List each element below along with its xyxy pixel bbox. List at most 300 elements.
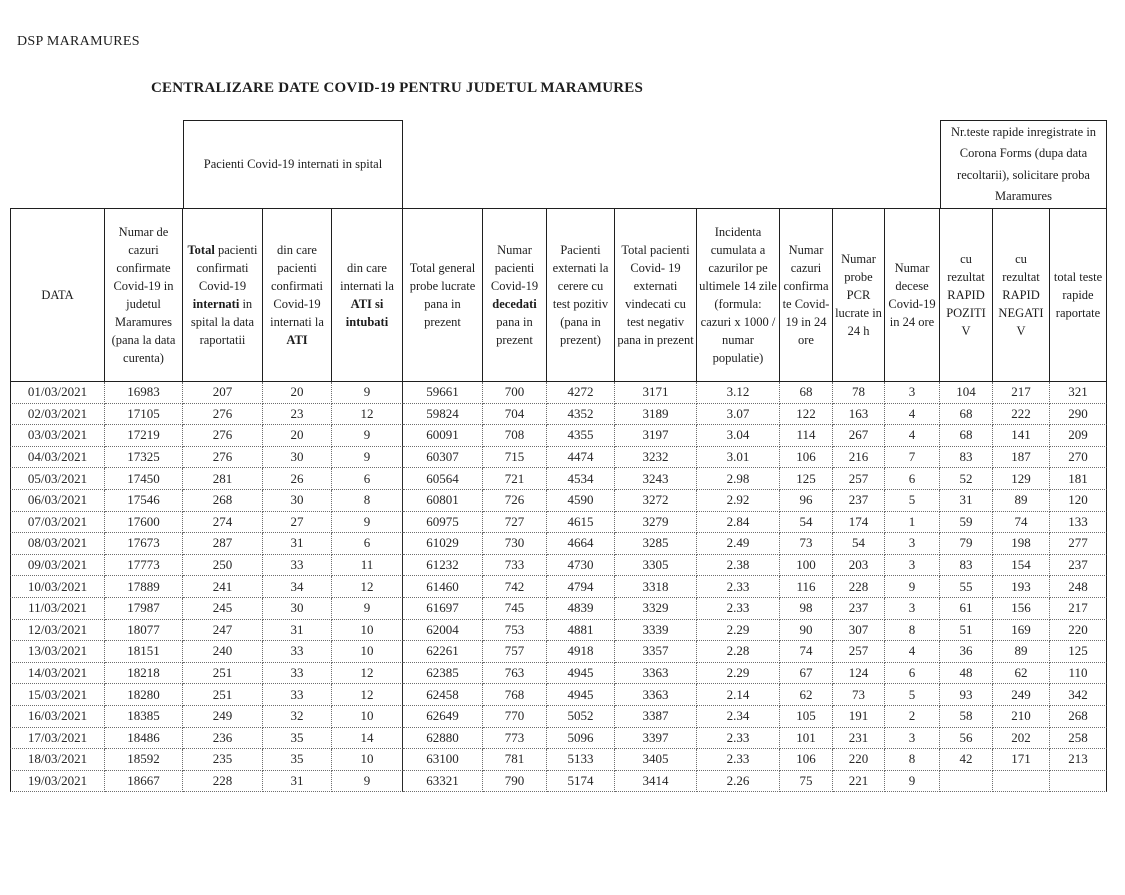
covid-data-table — [10, 120, 1107, 792]
cell-ati-intubati: 8 — [332, 490, 403, 512]
cell-externati-vindecati: 3285 — [615, 533, 697, 555]
cell-externati-vindecati: 3279 — [615, 512, 697, 534]
cell-cazuri-confirmate-cumulat: 17673 — [105, 533, 183, 555]
cell-ati-intubati: 12 — [332, 684, 403, 706]
cell-cazuri-24h: 125 — [780, 468, 833, 490]
cell-internati-ati: 30 — [263, 447, 332, 469]
cell-teste-rapide-total: 110 — [1050, 663, 1107, 685]
cell-teste-rapide-total: 342 — [1050, 684, 1107, 706]
cell-internati-total: 236 — [183, 728, 263, 750]
cell-incidenta-14-zile: 3.01 — [697, 447, 780, 469]
cell-decese-24h: 4 — [885, 425, 940, 447]
cell-decese-24h: 3 — [885, 533, 940, 555]
cell-probe-pcr-24h: 257 — [833, 641, 885, 663]
cell-probe-total: 61697 — [403, 598, 483, 620]
cell-teste-rapide-total: 248 — [1050, 576, 1107, 598]
cell-rapid-negativ: 171 — [993, 749, 1050, 771]
column-header-incidenta-14-zile: Incidenta cumulata a cazurilor pe ultimele 14 zile (formula: cazuri x 1000 / numar populatie) — [697, 208, 780, 382]
cell-internati-ati: 27 — [263, 512, 332, 534]
cell-ati-intubati: 10 — [332, 641, 403, 663]
cell-cazuri-confirmate-cumulat: 17325 — [105, 447, 183, 469]
column-header-data: DATA — [10, 208, 105, 382]
cell-decedati-total: 781 — [483, 749, 547, 771]
cell-probe-pcr-24h: 54 — [833, 533, 885, 555]
cell-decese-24h: 8 — [885, 620, 940, 642]
cell-data: 08/03/2021 — [10, 533, 105, 555]
cell-internati-total: 247 — [183, 620, 263, 642]
cell-data: 10/03/2021 — [10, 576, 105, 598]
cell-cazuri-confirmate-cumulat: 17987 — [105, 598, 183, 620]
cell-probe-pcr-24h: 228 — [833, 576, 885, 598]
cell-rapid-negativ: 202 — [993, 728, 1050, 750]
cell-externati-vindecati: 3305 — [615, 555, 697, 577]
cell-rapid-pozitiv: 83 — [940, 555, 993, 577]
cell-ati-intubati: 11 — [332, 555, 403, 577]
cell-externati-cerere: 4881 — [547, 620, 615, 642]
cell-rapid-negativ: 249 — [993, 684, 1050, 706]
cell-cazuri-24h: 68 — [780, 382, 833, 404]
group-header-rapid-tests: Nr.teste rapide inregistrate in Corona Forms (dupa data recoltarii), solicitare proba Maramures — [940, 120, 1107, 208]
cell-probe-pcr-24h: 174 — [833, 512, 885, 534]
cell-internati-total: 250 — [183, 555, 263, 577]
cell-cazuri-24h: 98 — [780, 598, 833, 620]
cell-externati-vindecati: 3243 — [615, 468, 697, 490]
cell-internati-ati: 32 — [263, 706, 332, 728]
cell-ati-intubati: 9 — [332, 447, 403, 469]
cell-externati-cerere: 5133 — [547, 749, 615, 771]
cell-decese-24h: 3 — [885, 728, 940, 750]
cell-cazuri-confirmate-cumulat: 17219 — [105, 425, 183, 447]
cell-cazuri-24h: 73 — [780, 533, 833, 555]
cell-decese-24h: 4 — [885, 404, 940, 426]
column-header-cazuri-confirmate-cumulat: Numar de cazuri confirmate Covid-19 in judetul Maramures (pana la data curenta) — [105, 208, 183, 382]
cell-rapid-pozitiv: 52 — [940, 468, 993, 490]
cell-externati-cerere: 4794 — [547, 576, 615, 598]
cell-probe-pcr-24h: 191 — [833, 706, 885, 728]
cell-probe-pcr-24h: 124 — [833, 663, 885, 685]
cell-decedati-total: 726 — [483, 490, 547, 512]
cell-internati-total: 287 — [183, 533, 263, 555]
cell-internati-total: 251 — [183, 684, 263, 706]
cell-cazuri-confirmate-cumulat: 16983 — [105, 382, 183, 404]
cell-externati-vindecati: 3232 — [615, 447, 697, 469]
cell-externati-cerere: 4839 — [547, 598, 615, 620]
cell-internati-ati: 35 — [263, 749, 332, 771]
cell-cazuri-24h: 105 — [780, 706, 833, 728]
cell-decedati-total: 704 — [483, 404, 547, 426]
cell-internati-ati: 33 — [263, 684, 332, 706]
cell-externati-vindecati: 3397 — [615, 728, 697, 750]
cell-externati-vindecati: 3357 — [615, 641, 697, 663]
cell-ati-intubati: 9 — [332, 771, 403, 793]
cell-ati-intubati: 9 — [332, 598, 403, 620]
cell-rapid-pozitiv: 56 — [940, 728, 993, 750]
cell-cazuri-confirmate-cumulat: 18592 — [105, 749, 183, 771]
cell-probe-pcr-24h: 220 — [833, 749, 885, 771]
cell-decese-24h: 2 — [885, 706, 940, 728]
cell-probe-total: 59661 — [403, 382, 483, 404]
cell-teste-rapide-total: 125 — [1050, 641, 1107, 663]
cell-internati-ati: 31 — [263, 771, 332, 793]
cell-ati-intubati: 10 — [332, 620, 403, 642]
cell-ati-intubati: 10 — [332, 749, 403, 771]
cell-externati-vindecati: 3339 — [615, 620, 697, 642]
cell-rapid-negativ: 154 — [993, 555, 1050, 577]
cell-decedati-total: 763 — [483, 663, 547, 685]
cell-rapid-pozitiv: 61 — [940, 598, 993, 620]
cell-internati-total: 235 — [183, 749, 263, 771]
column-header-rapid-pozitiv: cu rezultat RAPID POZITIV — [940, 208, 993, 382]
cell-data: 04/03/2021 — [10, 447, 105, 469]
cell-ati-intubati: 14 — [332, 728, 403, 750]
cell-internati-total: 276 — [183, 447, 263, 469]
cell-rapid-pozitiv: 104 — [940, 382, 993, 404]
cell-cazuri-24h: 62 — [780, 684, 833, 706]
cell-data: 15/03/2021 — [10, 684, 105, 706]
cell-cazuri-confirmate-cumulat: 17773 — [105, 555, 183, 577]
cell-cazuri-24h: 114 — [780, 425, 833, 447]
cell-internati-total: 249 — [183, 706, 263, 728]
cell-rapid-negativ: 141 — [993, 425, 1050, 447]
cell-cazuri-confirmate-cumulat: 18280 — [105, 684, 183, 706]
cell-decese-24h: 6 — [885, 663, 940, 685]
cell-incidenta-14-zile: 2.29 — [697, 620, 780, 642]
cell-externati-cerere: 4918 — [547, 641, 615, 663]
cell-data: 17/03/2021 — [10, 728, 105, 750]
cell-cazuri-confirmate-cumulat: 17450 — [105, 468, 183, 490]
cell-internati-ati: 30 — [263, 598, 332, 620]
cell-decese-24h: 6 — [885, 468, 940, 490]
cell-probe-total: 60801 — [403, 490, 483, 512]
cell-internati-total: 251 — [183, 663, 263, 685]
cell-internati-total: 207 — [183, 382, 263, 404]
cell-data: 05/03/2021 — [10, 468, 105, 490]
cell-incidenta-14-zile: 2.26 — [697, 771, 780, 793]
cell-cazuri-24h: 101 — [780, 728, 833, 750]
cell-externati-cerere: 4352 — [547, 404, 615, 426]
cell-probe-total: 61460 — [403, 576, 483, 598]
cell-decedati-total: 770 — [483, 706, 547, 728]
cell-externati-cerere: 5096 — [547, 728, 615, 750]
cell-probe-pcr-24h: 163 — [833, 404, 885, 426]
cell-internati-total: 281 — [183, 468, 263, 490]
cell-decese-24h: 3 — [885, 555, 940, 577]
cell-internati-ati: 20 — [263, 382, 332, 404]
cell-externati-cerere: 4730 — [547, 555, 615, 577]
cell-internati-ati: 20 — [263, 425, 332, 447]
cell-externati-cerere: 4945 — [547, 663, 615, 685]
cell-probe-pcr-24h: 237 — [833, 490, 885, 512]
cell-decese-24h: 3 — [885, 598, 940, 620]
cell-probe-pcr-24h: 203 — [833, 555, 885, 577]
cell-ati-intubati: 12 — [332, 663, 403, 685]
cell-rapid-pozitiv: 58 — [940, 706, 993, 728]
cell-cazuri-24h: 106 — [780, 749, 833, 771]
cell-data: 02/03/2021 — [10, 404, 105, 426]
cell-data: 19/03/2021 — [10, 771, 105, 793]
cell-teste-rapide-total: 290 — [1050, 404, 1107, 426]
cell-externati-cerere: 5052 — [547, 706, 615, 728]
column-header-teste-rapide-total: total teste rapide raportate — [1050, 208, 1107, 382]
cell-teste-rapide-total: 258 — [1050, 728, 1107, 750]
cell-internati-ati: 30 — [263, 490, 332, 512]
cell-ati-intubati: 6 — [332, 468, 403, 490]
cell-incidenta-14-zile: 2.33 — [697, 598, 780, 620]
cell-data: 14/03/2021 — [10, 663, 105, 685]
column-header-probe-pcr-24h: Numar probe PCR lucrate in 24 h — [833, 208, 885, 382]
cell-teste-rapide-total: 213 — [1050, 749, 1107, 771]
cell-cazuri-24h: 75 — [780, 771, 833, 793]
column-header-decedati-total: Numar pacienti Covid-19 decedati pana in prezent — [483, 208, 547, 382]
cell-decese-24h: 9 — [885, 576, 940, 598]
cell-probe-pcr-24h: 73 — [833, 684, 885, 706]
cell-decese-24h: 5 — [885, 684, 940, 706]
cell-cazuri-confirmate-cumulat: 18151 — [105, 641, 183, 663]
cell-externati-vindecati: 3363 — [615, 684, 697, 706]
cell-rapid-pozitiv: 48 — [940, 663, 993, 685]
cell-probe-total: 60975 — [403, 512, 483, 534]
cell-cazuri-24h: 116 — [780, 576, 833, 598]
cell-incidenta-14-zile: 2.33 — [697, 576, 780, 598]
cell-ati-intubati: 12 — [332, 404, 403, 426]
cell-data: 01/03/2021 — [10, 382, 105, 404]
cell-incidenta-14-zile: 3.04 — [697, 425, 780, 447]
cell-ati-intubati: 9 — [332, 512, 403, 534]
column-header-decese-24h: Numar decese Covid-19 in 24 ore — [885, 208, 940, 382]
cell-teste-rapide-total: 181 — [1050, 468, 1107, 490]
cell-incidenta-14-zile: 3.12 — [697, 382, 780, 404]
cell-rapid-negativ: 193 — [993, 576, 1050, 598]
cell-internati-total: 276 — [183, 425, 263, 447]
cell-probe-total: 62649 — [403, 706, 483, 728]
cell-decedati-total: 790 — [483, 771, 547, 793]
cell-probe-pcr-24h: 257 — [833, 468, 885, 490]
cell-teste-rapide-total: 321 — [1050, 382, 1107, 404]
cell-externati-vindecati: 3318 — [615, 576, 697, 598]
cell-externati-cerere: 4355 — [547, 425, 615, 447]
cell-decese-24h: 8 — [885, 749, 940, 771]
cell-cazuri-24h: 96 — [780, 490, 833, 512]
cell-internati-ati: 33 — [263, 641, 332, 663]
cell-incidenta-14-zile: 2.84 — [697, 512, 780, 534]
cell-probe-total: 60564 — [403, 468, 483, 490]
cell-probe-total: 62880 — [403, 728, 483, 750]
cell-cazuri-24h: 122 — [780, 404, 833, 426]
cell-incidenta-14-zile: 2.29 — [697, 663, 780, 685]
cell-externati-cerere: 4664 — [547, 533, 615, 555]
cell-externati-cerere: 4534 — [547, 468, 615, 490]
cell-teste-rapide-total: 120 — [1050, 490, 1107, 512]
cell-externati-cerere: 4474 — [547, 447, 615, 469]
cell-decedati-total: 745 — [483, 598, 547, 620]
cell-rapid-negativ: 156 — [993, 598, 1050, 620]
column-header-cazuri-24h: Numar cazuri confirmate Covid-19 in 24 ore — [780, 208, 833, 382]
cell-rapid-pozitiv: 55 — [940, 576, 993, 598]
cell-decese-24h: 4 — [885, 641, 940, 663]
cell-teste-rapide-total: 237 — [1050, 555, 1107, 577]
cell-rapid-negativ: 89 — [993, 490, 1050, 512]
cell-internati-total: 241 — [183, 576, 263, 598]
cell-probe-total: 60307 — [403, 447, 483, 469]
column-header-probe-total: Total general probe lucrate pana in prezent — [403, 208, 483, 382]
cell-decedati-total: 742 — [483, 576, 547, 598]
cell-cazuri-confirmate-cumulat: 18385 — [105, 706, 183, 728]
cell-incidenta-14-zile: 3.07 — [697, 404, 780, 426]
cell-internati-total: 276 — [183, 404, 263, 426]
cell-incidenta-14-zile: 2.38 — [697, 555, 780, 577]
cell-decedati-total: 715 — [483, 447, 547, 469]
cell-rapid-negativ: 198 — [993, 533, 1050, 555]
cell-rapid-pozitiv: 68 — [940, 404, 993, 426]
cell-rapid-pozitiv: 36 — [940, 641, 993, 663]
cell-decedati-total: 730 — [483, 533, 547, 555]
cell-ati-intubati: 10 — [332, 706, 403, 728]
cell-cazuri-confirmate-cumulat: 18667 — [105, 771, 183, 793]
cell-incidenta-14-zile: 2.33 — [697, 728, 780, 750]
cell-decedati-total: 773 — [483, 728, 547, 750]
cell-decedati-total: 708 — [483, 425, 547, 447]
cell-probe-pcr-24h: 307 — [833, 620, 885, 642]
group-header-hospitalized: Pacienti Covid-19 internati in spital — [183, 120, 403, 208]
cell-probe-pcr-24h: 237 — [833, 598, 885, 620]
cell-probe-total: 62458 — [403, 684, 483, 706]
cell-data: 07/03/2021 — [10, 512, 105, 534]
cell-probe-total: 62004 — [403, 620, 483, 642]
cell-internati-ati: 23 — [263, 404, 332, 426]
cell-internati-ati: 26 — [263, 468, 332, 490]
cell-probe-pcr-24h: 78 — [833, 382, 885, 404]
cell-cazuri-24h: 74 — [780, 641, 833, 663]
cell-decedati-total: 768 — [483, 684, 547, 706]
cell-rapid-negativ: 222 — [993, 404, 1050, 426]
cell-externati-vindecati: 3272 — [615, 490, 697, 512]
cell-rapid-negativ: 62 — [993, 663, 1050, 685]
cell-data: 06/03/2021 — [10, 490, 105, 512]
cell-decese-24h: 7 — [885, 447, 940, 469]
cell-rapid-pozitiv — [940, 771, 993, 793]
cell-cazuri-24h: 54 — [780, 512, 833, 534]
cell-internati-ati: 35 — [263, 728, 332, 750]
cell-externati-cerere: 4945 — [547, 684, 615, 706]
cell-cazuri-24h: 100 — [780, 555, 833, 577]
cell-probe-total: 61029 — [403, 533, 483, 555]
cell-rapid-pozitiv: 51 — [940, 620, 993, 642]
cell-rapid-pozitiv: 31 — [940, 490, 993, 512]
cell-incidenta-14-zile: 2.34 — [697, 706, 780, 728]
cell-probe-pcr-24h: 231 — [833, 728, 885, 750]
cell-rapid-negativ: 217 — [993, 382, 1050, 404]
cell-incidenta-14-zile: 2.92 — [697, 490, 780, 512]
cell-incidenta-14-zile: 2.49 — [697, 533, 780, 555]
cell-rapid-negativ: 187 — [993, 447, 1050, 469]
cell-cazuri-confirmate-cumulat: 17889 — [105, 576, 183, 598]
cell-probe-pcr-24h: 267 — [833, 425, 885, 447]
cell-decedati-total: 733 — [483, 555, 547, 577]
cell-internati-total: 245 — [183, 598, 263, 620]
cell-decedati-total: 753 — [483, 620, 547, 642]
column-header-internati-ati: din care pacienti confirmati Covid-19 internati la ATI — [263, 208, 332, 382]
cell-externati-cerere: 5174 — [547, 771, 615, 793]
cell-decese-24h: 3 — [885, 382, 940, 404]
cell-decese-24h: 9 — [885, 771, 940, 793]
column-header-rapid-negativ: cu rezultat RAPID NEGATIV — [993, 208, 1050, 382]
document-title: CENTRALIZARE DATE COVID-19 PENTRU JUDETUL MARAMURES — [151, 80, 644, 96]
cell-rapid-negativ: 169 — [993, 620, 1050, 642]
cell-incidenta-14-zile: 2.33 — [697, 749, 780, 771]
cell-externati-vindecati: 3171 — [615, 382, 697, 404]
cell-teste-rapide-total — [1050, 771, 1107, 793]
column-header-externati-vindecati: Total pacienti Covid- 19 externati vindecati cu test negativ pana in prezent — [615, 208, 697, 382]
cell-incidenta-14-zile: 2.28 — [697, 641, 780, 663]
column-header-internati-total: Total pacienti confirmati Covid-19 internati in spital la data raportatii — [183, 208, 263, 382]
cell-decedati-total: 757 — [483, 641, 547, 663]
cell-decedati-total: 721 — [483, 468, 547, 490]
cell-data: 13/03/2021 — [10, 641, 105, 663]
cell-cazuri-confirmate-cumulat: 18486 — [105, 728, 183, 750]
cell-incidenta-14-zile: 2.14 — [697, 684, 780, 706]
cell-internati-ati: 33 — [263, 555, 332, 577]
cell-internati-total: 274 — [183, 512, 263, 534]
cell-rapid-negativ: 129 — [993, 468, 1050, 490]
cell-probe-pcr-24h: 216 — [833, 447, 885, 469]
cell-teste-rapide-total: 133 — [1050, 512, 1107, 534]
cell-data: 11/03/2021 — [10, 598, 105, 620]
cell-rapid-negativ — [993, 771, 1050, 793]
cell-ati-intubati: 6 — [332, 533, 403, 555]
column-header-externati-cerere: Pacienti externati la cerere cu test pozitiv (pana in prezent) — [547, 208, 615, 382]
cell-probe-total: 62385 — [403, 663, 483, 685]
cell-rapid-negativ: 74 — [993, 512, 1050, 534]
cell-data: 03/03/2021 — [10, 425, 105, 447]
cell-rapid-pozitiv: 59 — [940, 512, 993, 534]
cell-cazuri-24h: 90 — [780, 620, 833, 642]
cell-rapid-negativ: 210 — [993, 706, 1050, 728]
cell-internati-total: 240 — [183, 641, 263, 663]
cell-probe-total: 63100 — [403, 749, 483, 771]
cell-externati-vindecati: 3189 — [615, 404, 697, 426]
cell-ati-intubati: 9 — [332, 382, 403, 404]
cell-cazuri-confirmate-cumulat: 17546 — [105, 490, 183, 512]
cell-decese-24h: 5 — [885, 490, 940, 512]
cell-externati-vindecati: 3405 — [615, 749, 697, 771]
cell-rapid-pozitiv: 42 — [940, 749, 993, 771]
cell-externati-vindecati: 3414 — [615, 771, 697, 793]
cell-rapid-pozitiv: 93 — [940, 684, 993, 706]
cell-cazuri-24h: 67 — [780, 663, 833, 685]
cell-internati-ati: 31 — [263, 533, 332, 555]
cell-decedati-total: 727 — [483, 512, 547, 534]
cell-rapid-negativ: 89 — [993, 641, 1050, 663]
cell-cazuri-confirmate-cumulat: 18218 — [105, 663, 183, 685]
cell-cazuri-confirmate-cumulat: 17600 — [105, 512, 183, 534]
document-org: DSP MARAMURES — [17, 34, 140, 49]
column-header-ati-intubati: din care internati la ATI si intubati — [332, 208, 403, 382]
cell-cazuri-confirmate-cumulat: 18077 — [105, 620, 183, 642]
cell-externati-vindecati: 3363 — [615, 663, 697, 685]
cell-decese-24h: 1 — [885, 512, 940, 534]
cell-ati-intubati: 9 — [332, 425, 403, 447]
cell-probe-total: 60091 — [403, 425, 483, 447]
cell-data: 16/03/2021 — [10, 706, 105, 728]
cell-teste-rapide-total: 270 — [1050, 447, 1107, 469]
cell-externati-cerere: 4272 — [547, 382, 615, 404]
cell-rapid-pozitiv: 83 — [940, 447, 993, 469]
cell-teste-rapide-total: 217 — [1050, 598, 1107, 620]
cell-data: 09/03/2021 — [10, 555, 105, 577]
cell-externati-vindecati: 3197 — [615, 425, 697, 447]
cell-cazuri-24h: 106 — [780, 447, 833, 469]
cell-decedati-total: 700 — [483, 382, 547, 404]
